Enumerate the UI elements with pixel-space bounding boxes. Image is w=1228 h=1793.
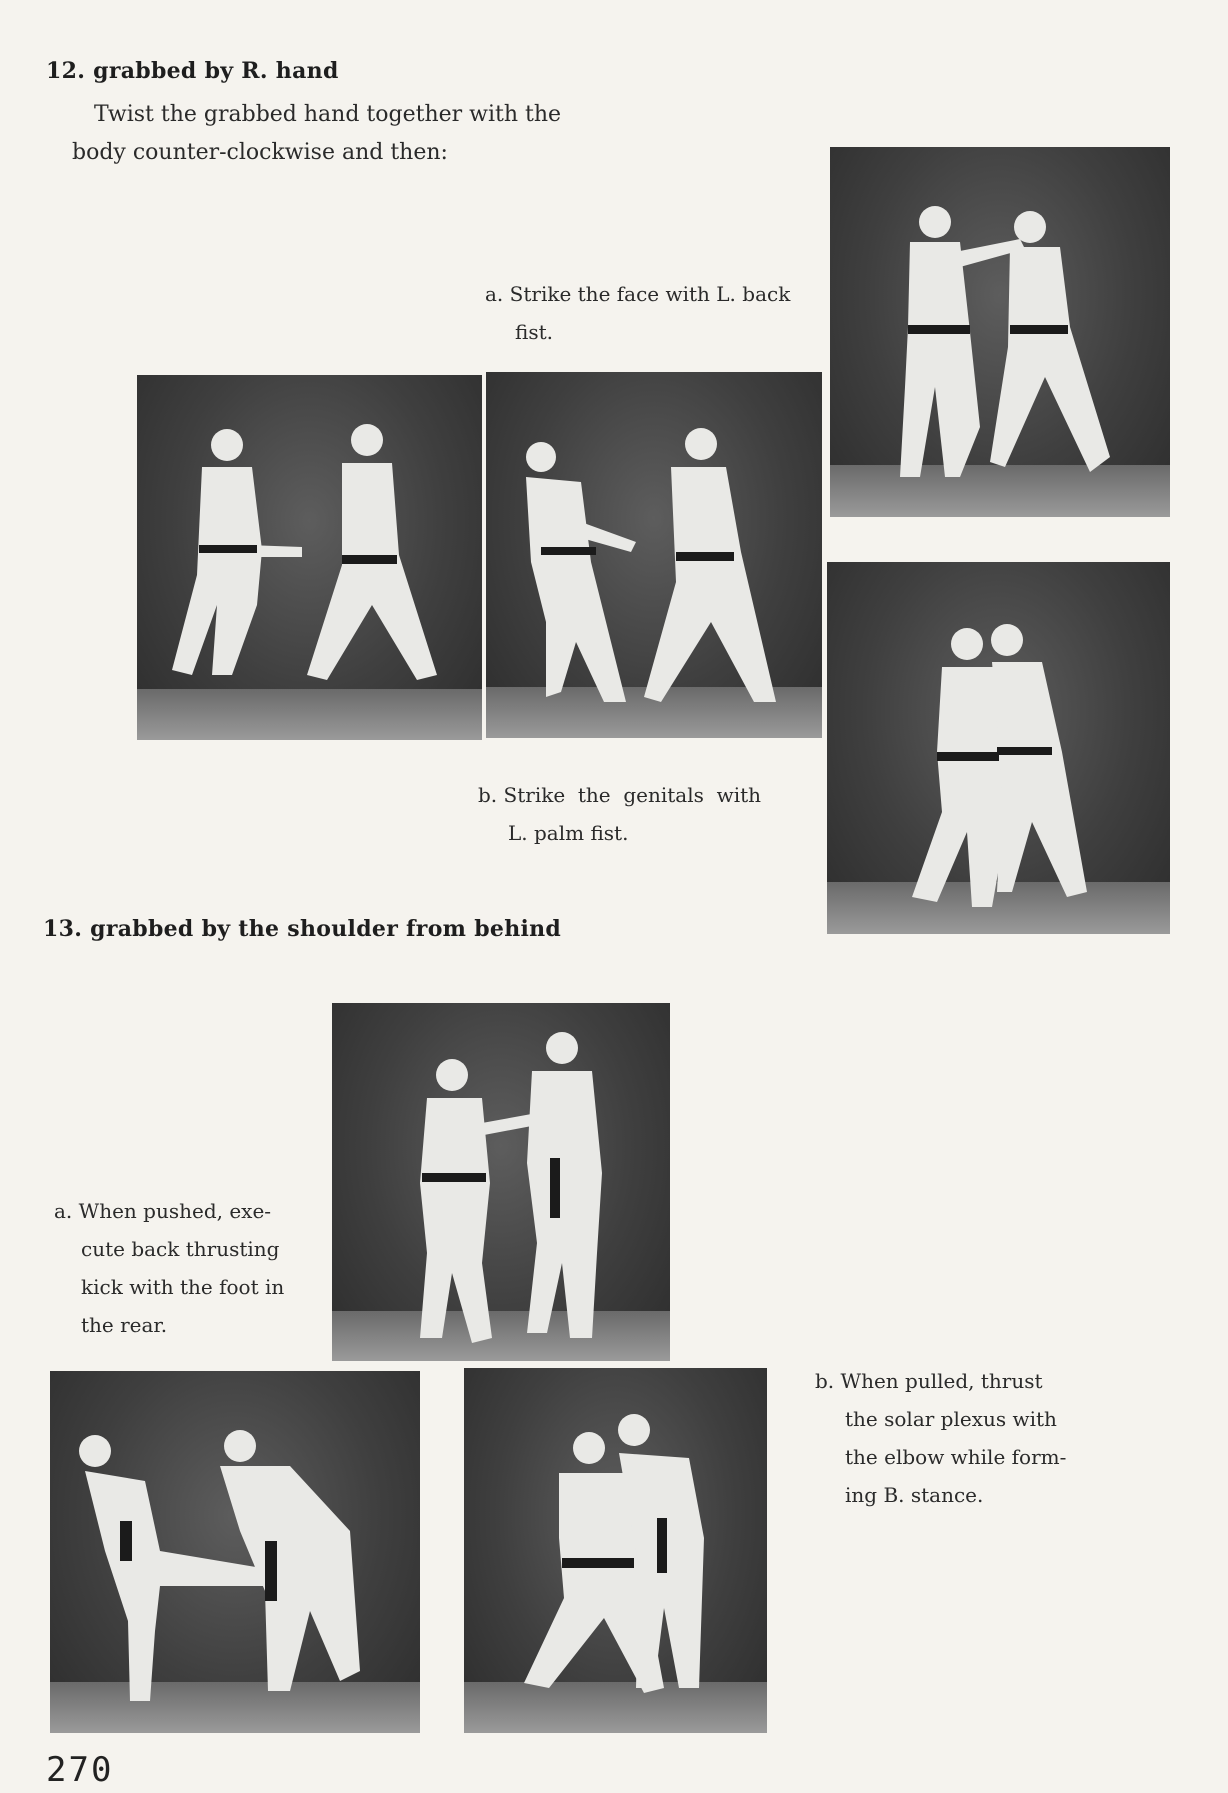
photo-12-twist [486,372,822,738]
photo-12a-face-strike [830,147,1170,517]
caption-13a-line1: a. When pushed, exe- [54,1199,272,1223]
photo-12-grab-start [137,375,482,740]
photo-13-grab-figures [332,1003,670,1361]
section-12-intro-line2: body counter-clockwise and then: [72,140,448,165]
photo-13a-back-kick [50,1371,420,1733]
caption-13b-line3: the elbow while form- [845,1445,1067,1469]
caption-13b [815,1362,1066,1514]
caption-12b-line1: b. Strike the genitals with [478,783,762,807]
caption-13b-line4: ing B. stance. [845,1483,984,1507]
caption-13b-line2: the solar plexus with [845,1407,1057,1431]
photo-12a-figures [830,147,1170,517]
caption-12b-line2: L. palm fist. [508,821,629,845]
caption-13a-line4: the rear. [81,1313,168,1337]
caption-12a [485,275,790,351]
caption-13b-line1: b. When pulled, thrust [815,1369,1043,1393]
caption-13a-line3: kick with the foot in [81,1275,285,1299]
section-13-heading: 13. grabbed by the shoulder from behind [43,916,562,942]
caption-12a-line1: a. Strike the face with L. back [485,282,791,306]
caption-12a-line2: fist. [515,320,553,344]
caption-13a-line2: cute back thrusting [81,1237,280,1261]
photo-12b-genitals-strike [827,562,1170,934]
photo-12-twist-figures [486,372,822,738]
caption-12b [478,776,761,852]
page-number: 270 [46,1750,114,1790]
photo-13b-elbow-thrust [464,1368,767,1733]
section-12-intro [72,96,561,172]
photo-13-shoulder-grab [332,1003,670,1361]
photo-12b-figures [827,562,1170,934]
photo-12-grab-figures [137,375,482,740]
section-12-heading: 12. grabbed by R. hand [46,58,339,84]
photo-13b-figures [464,1368,767,1733]
section-12-intro-line1: Twist the grabbed hand together with the [94,102,562,127]
photo-13a-figures [50,1371,420,1733]
caption-13a [54,1192,284,1344]
